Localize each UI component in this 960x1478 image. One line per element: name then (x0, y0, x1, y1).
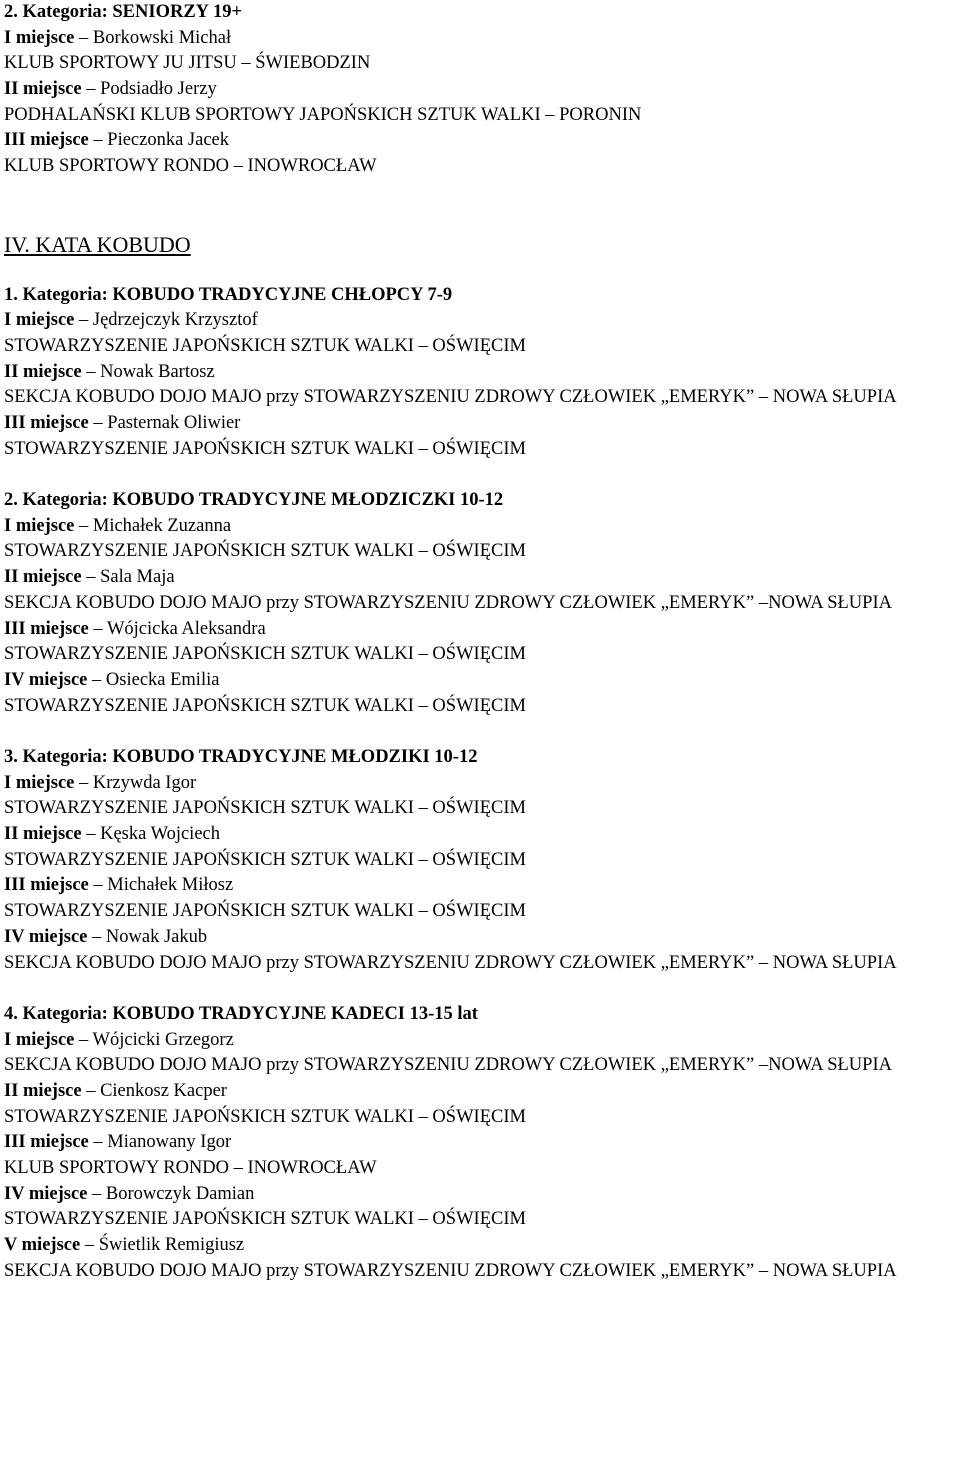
place-row: I miejsce – Wójcicki Grzegorz (4, 1029, 234, 1050)
result-block: I miejsce – Borkowski Michał KLUB SPORTOWY JU JITSU – ŚWIEBODZIN II miejsce – Podsiadło Jerzy PODHALAŃSKI KLUB SPORTOWY JAPOŃSKICH SZTUK WALKI – PORONIN III miejsce – Pieczonka Jacek KLUB SPORTOWY RONDO – INOWROCŁAW (4, 26, 956, 180)
place-rank: I miejsce (4, 27, 75, 48)
club-name: SEKCJA KOBUDO DOJO MAJO przy STOWARZYSZENIU ZDROWY CZŁOWIEK „EMERYK” –NOWA SŁUPIA (4, 1055, 892, 1076)
place-row: I miejsce – Krzywda Igor (4, 772, 197, 793)
category-block (4, 1002, 956, 1285)
club-name: PODHALAŃSKI KLUB SPORTOWY JAPOŃSKICH SZTUK WALKI – PORONIN (4, 104, 642, 125)
category-label: Kategoria: (22, 746, 108, 767)
competitor-name: Krzywda Igor (92, 772, 197, 793)
competitor-name: Pasternak Oliwier (107, 412, 241, 433)
club-name: STOWARZYSZENIE JAPOŃSKICH SZTUK WALKI – OŚWIĘCIM (4, 1209, 526, 1230)
club-name: STOWARZYSZENIE JAPOŃSKICH SZTUK WALKI – OŚWIĘCIM (4, 798, 526, 819)
place-row: II miejsce – Cienkosz Kacper (4, 1081, 227, 1101)
competitor-name: Podsiadło Jerzy (100, 79, 217, 100)
club-name: STOWARZYSZENIE JAPOŃSKICH SZTUK WALKI – OŚWIĘCIM (4, 901, 526, 922)
club-name: SEKCJA KOBUDO DOJO MAJO przy STOWARZYSZENIU ZDROWY CZŁOWIEK „EMERYK” – NOWA SŁUPIA (4, 387, 897, 408)
competitor-name: Świetlik Remigiusz (98, 1235, 245, 1256)
place-rank: II miejsce (4, 1081, 82, 1101)
place-row: IV miejsce – Nowak Jakub (4, 926, 208, 947)
club-name: STOWARZYSZENIE JAPOŃSKICH SZTUK WALKI – OŚWIĘCIM (4, 335, 526, 356)
club-name: STOWARZYSZENIE JAPOŃSKICH SZTUK WALKI – OŚWIĘCIM (4, 695, 526, 716)
category-title-seniorzy: 2. Kategoria: SENIORZY 19+ (4, 2, 243, 22)
competitor-name: Pieczonka Jacek (107, 130, 230, 151)
competitor-name: Jędrzejczyk Krzysztof (92, 310, 258, 331)
place-rank: III miejsce (4, 875, 89, 896)
club-name: SEKCJA KOBUDO DOJO MAJO przy STOWARZYSZENIU ZDROWY CZŁOWIEK „EMERYK” – NOWA SŁUPIA (4, 1260, 897, 1281)
club-name: SEKCJA KOBUDO DOJO MAJO przy STOWARZYSZENIU ZDROWY CZŁOWIEK „EMERYK” – NOWA SŁUPIA (4, 952, 897, 973)
category-title (4, 1002, 956, 1028)
category-number: 3. (4, 746, 18, 767)
category-label: Kategoria: (22, 490, 108, 511)
competitor-name: Mianowany Igor (107, 1132, 232, 1153)
category-number: 1. (4, 284, 18, 305)
place-rank: V miejsce (4, 1235, 81, 1256)
competitor-name: Kęska Wojciech (100, 824, 220, 845)
category-title (4, 745, 956, 771)
place-rank: I miejsce (4, 1029, 75, 1050)
club-name: STOWARZYSZENIE JAPOŃSKICH SZTUK WALKI – OŚWIĘCIM (4, 1106, 526, 1127)
category-number: 4. (4, 1003, 18, 1024)
section-heading: IV. KATA KOBUDO (4, 231, 191, 257)
category-block (4, 488, 956, 719)
category-number: 2. (4, 490, 18, 511)
categories-list (4, 283, 956, 1285)
place-row: I miejsce – Jędrzejczyk Krzysztof (4, 310, 258, 331)
place-rank: II miejsce (4, 824, 82, 845)
competitor-name: Michałek Zuzanna (92, 515, 232, 536)
competitor-name: Nowak Bartosz (100, 361, 215, 382)
place-rank: II miejsce (4, 79, 82, 100)
category-label: Kategoria: (22, 284, 108, 305)
category-title (4, 488, 956, 514)
place-rank: I miejsce (4, 515, 75, 536)
place-row: IV miejsce – Osiecka Emilia (4, 669, 220, 690)
club-name: KLUB SPORTOWY RONDO – INOWROCŁAW (4, 156, 377, 177)
competitor-name: Michałek Miłosz (107, 875, 234, 896)
place-rank: III miejsce (4, 1132, 89, 1153)
competitor-name: Osiecka Emilia (105, 669, 220, 690)
competitor-name: Cienkosz Kacper (100, 1081, 227, 1101)
place-rank: III miejsce (4, 412, 89, 433)
place-row: II miejsce – Kęska Wojciech (4, 824, 220, 845)
place-rank: IV miejsce (4, 926, 88, 947)
place-row: III miejsce – Pasternak Oliwier (4, 412, 241, 433)
competitor-name: Borowczyk Damian (105, 1183, 255, 1204)
club-name: STOWARZYSZENIE JAPOŃSKICH SZTUK WALKI – OŚWIĘCIM (4, 644, 526, 665)
club-name: STOWARZYSZENIE JAPOŃSKICH SZTUK WALKI – OŚWIĘCIM (4, 438, 526, 459)
club-name: KLUB SPORTOWY RONDO – INOWROCŁAW (4, 1158, 377, 1179)
place-row: II miejsce – Nowak Bartosz (4, 361, 215, 382)
place-rank: I miejsce (4, 772, 75, 793)
place-row: III miejsce – Wójcicka Aleksandra (4, 618, 266, 639)
place-rank: III miejsce (4, 618, 89, 639)
category-value: KOBUDO TRADYCYJNE CHŁOPCY 7-9 (112, 284, 453, 305)
place-rank: III miejsce (4, 130, 89, 151)
category-block (4, 283, 956, 463)
place-row: III miejsce – Mianowany Igor (4, 1132, 232, 1153)
place-rank: IV miejsce (4, 669, 88, 690)
category-value: KOBUDO TRADYCYJNE MŁODZICZKI 10-12 (112, 490, 504, 511)
club-name: KLUB SPORTOWY JU JITSU – ŚWIEBODZIN (4, 53, 371, 74)
competitor-name: Borkowski Michał (92, 27, 232, 48)
competitor-name: Wójcicki Grzegorz (92, 1029, 234, 1050)
competitor-name: Wójcicka Aleksandra (106, 618, 266, 639)
category-block (4, 745, 956, 976)
place-rank: II miejsce (4, 361, 82, 382)
category-value: KOBUDO TRADYCYJNE MŁODZIKI 10-12 (112, 746, 478, 767)
competitor-name: Nowak Jakub (105, 926, 208, 947)
place-row: I miejsce – Michałek Zuzanna (4, 515, 232, 536)
place-row: V miejsce – Świetlik Remigiusz (4, 1235, 245, 1256)
club-name: SEKCJA KOBUDO DOJO MAJO przy STOWARZYSZENIU ZDROWY CZŁOWIEK „EMERYK” –NOWA SŁUPIA (4, 592, 892, 613)
category-label: Kategoria: (22, 1003, 108, 1024)
place-row: III miejsce – Michałek Miłosz (4, 875, 234, 896)
category-value: KOBUDO TRADYCYJNE KADECI 13-15 lat (112, 1003, 478, 1024)
place-rank: I miejsce (4, 310, 75, 331)
club-name: STOWARZYSZENIE JAPOŃSKICH SZTUK WALKI – OŚWIĘCIM (4, 541, 526, 562)
category-title (4, 283, 956, 309)
place-row: IV miejsce – Borowczyk Damian (4, 1183, 255, 1204)
place-row: II miejsce – Sala Maja (4, 567, 175, 588)
place-rank: IV miejsce (4, 1183, 88, 1204)
competitor-name: Sala Maja (100, 567, 175, 588)
place-rank: II miejsce (4, 567, 82, 588)
club-name: STOWARZYSZENIE JAPOŃSKICH SZTUK WALKI – OŚWIĘCIM (4, 849, 526, 870)
